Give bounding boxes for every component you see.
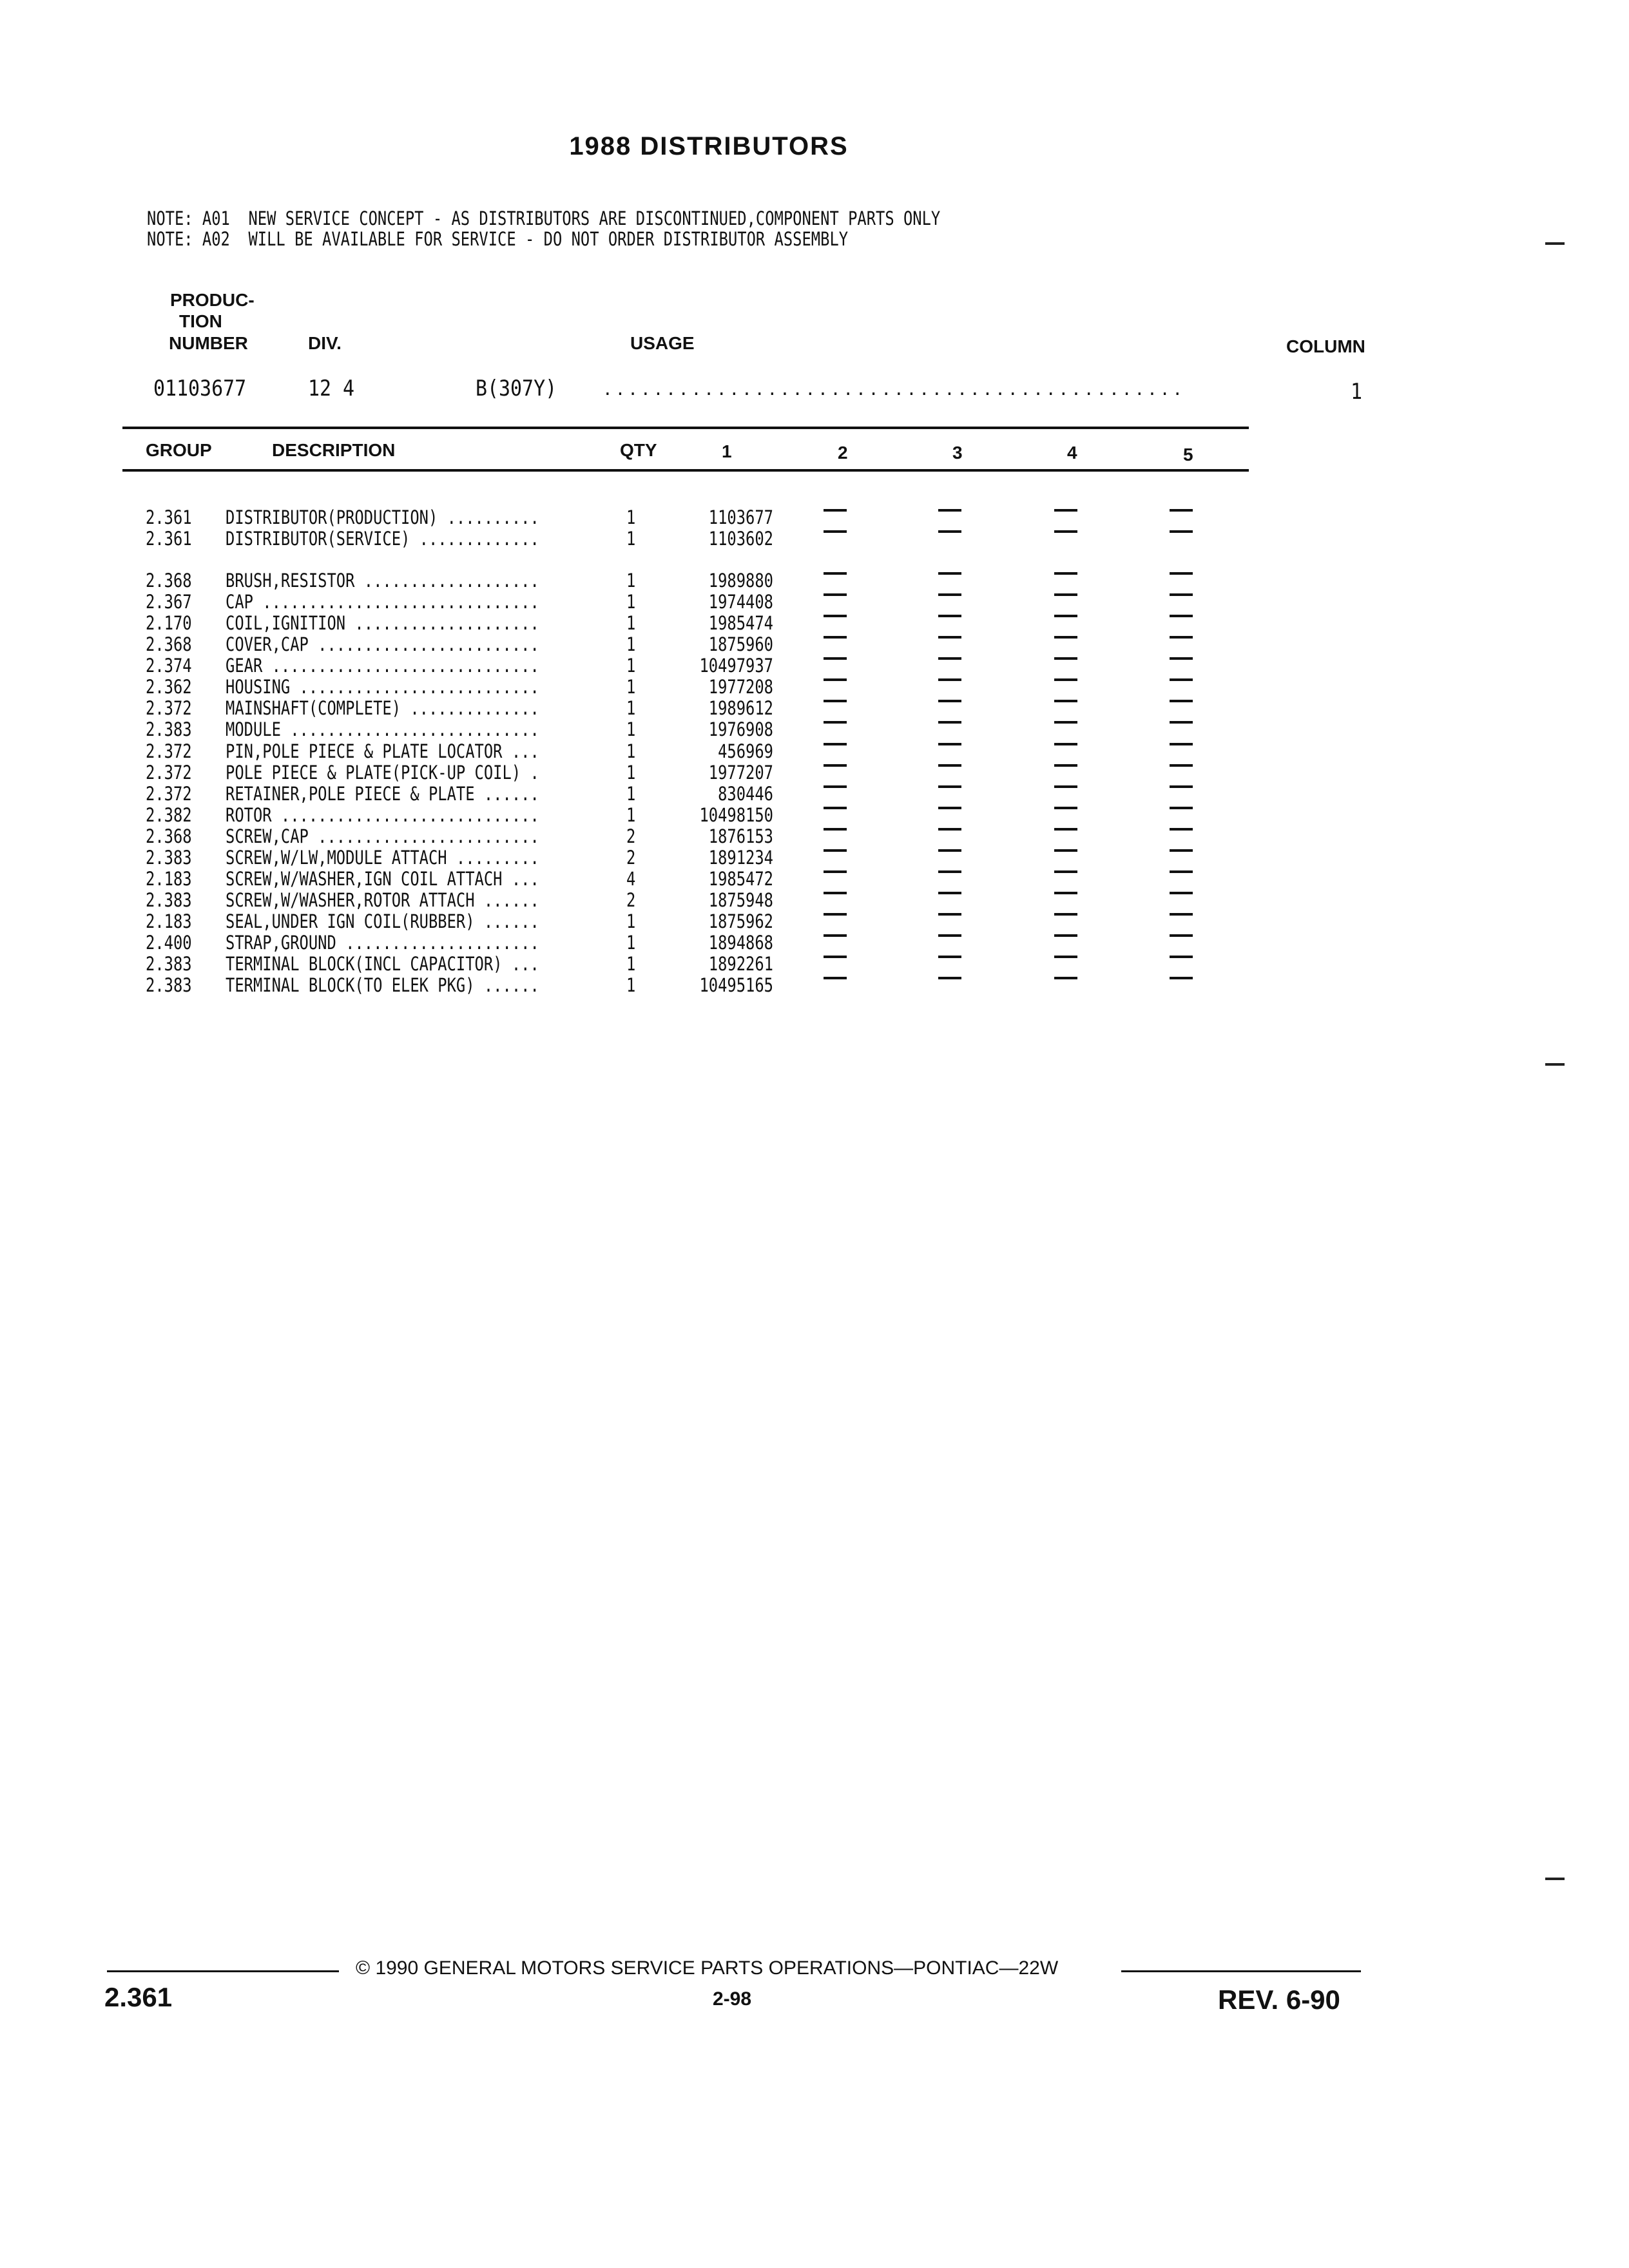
description-cell: STRAP,GROUND ..................... bbox=[226, 931, 539, 954]
empty-column-dash bbox=[1054, 956, 1077, 958]
empty-column-dash bbox=[1170, 892, 1193, 894]
description-cell: HOUSING .......................... bbox=[226, 676, 539, 698]
footer-rule-left bbox=[107, 1970, 339, 1972]
qty-cell: 1 bbox=[626, 655, 636, 677]
empty-column-dash bbox=[1170, 828, 1193, 831]
empty-column-dash bbox=[938, 743, 961, 745]
empty-column-dash bbox=[1054, 678, 1077, 681]
qty-cell: 1 bbox=[626, 974, 636, 997]
group-cell: 2.400 bbox=[146, 931, 192, 954]
empty-column-dash bbox=[824, 849, 847, 852]
group-cell: 2.367 bbox=[146, 591, 192, 613]
table-row bbox=[0, 591, 1289, 612]
col-header-1: 1 bbox=[722, 441, 732, 461]
col-header-4: 4 bbox=[1067, 443, 1077, 463]
description-cell: SCREW,CAP ........................ bbox=[226, 825, 539, 847]
empty-column-dash bbox=[824, 678, 847, 681]
empty-column-dash bbox=[1054, 657, 1077, 660]
empty-column-dash bbox=[824, 892, 847, 894]
qty-cell: 1 bbox=[626, 612, 636, 635]
footer-revision: REV. 6-90 bbox=[1218, 1984, 1340, 2015]
table-row bbox=[0, 676, 1289, 697]
part-number-cell: 1894868 bbox=[708, 931, 773, 954]
empty-column-dash bbox=[1054, 934, 1077, 937]
description-cell: PIN,POLE PIECE & PLATE LOCATOR ... bbox=[226, 740, 539, 762]
empty-column-dash bbox=[1054, 785, 1077, 788]
table-row bbox=[0, 783, 1289, 804]
part-number-cell: 1875948 bbox=[708, 889, 773, 911]
part-number-cell: 1876153 bbox=[708, 825, 773, 847]
empty-column-dash bbox=[938, 509, 961, 512]
empty-column-dash bbox=[938, 530, 961, 533]
empty-column-dash bbox=[938, 764, 961, 767]
qty-cell: 2 bbox=[626, 825, 636, 847]
table-row bbox=[0, 528, 1289, 549]
table-row bbox=[0, 506, 1289, 528]
part-number-cell: 1974408 bbox=[708, 591, 773, 613]
empty-column-dash bbox=[1054, 807, 1077, 809]
empty-column-dash bbox=[1054, 828, 1077, 831]
description-cell: MODULE ........................... bbox=[226, 718, 539, 741]
empty-column-dash bbox=[1054, 572, 1077, 575]
group-cell: 2.183 bbox=[146, 910, 192, 932]
part-number-cell: 1977208 bbox=[708, 676, 773, 698]
part-number-cell: 1977207 bbox=[708, 761, 773, 783]
col-header-3: 3 bbox=[952, 443, 963, 463]
group-cell: 2.383 bbox=[146, 718, 192, 741]
table-row bbox=[0, 932, 1289, 953]
col-header-group: GROUP bbox=[146, 440, 212, 460]
empty-column-dash bbox=[824, 743, 847, 745]
empty-column-dash bbox=[824, 530, 847, 533]
table-row bbox=[0, 570, 1289, 591]
group-cell: 2.372 bbox=[146, 782, 192, 805]
empty-column-dash bbox=[938, 934, 961, 937]
empty-column-dash bbox=[1170, 700, 1193, 702]
margin-mark bbox=[1545, 242, 1565, 245]
empty-column-dash bbox=[824, 785, 847, 788]
description-cell: GEAR ............................. bbox=[226, 655, 539, 677]
group-cell: 2.382 bbox=[146, 803, 192, 826]
part-number-cell: 456969 bbox=[718, 740, 773, 762]
empty-column-dash bbox=[824, 913, 847, 916]
description-cell: COIL,IGNITION .................... bbox=[226, 612, 539, 635]
empty-column-dash bbox=[938, 657, 961, 660]
empty-column-dash bbox=[824, 934, 847, 937]
empty-column-dash bbox=[938, 977, 961, 979]
col-header-description: DESCRIPTION bbox=[272, 440, 396, 460]
qty-cell: 1 bbox=[626, 910, 636, 932]
qty-cell: 1 bbox=[626, 803, 636, 826]
empty-column-dash bbox=[938, 593, 961, 596]
part-number-cell: 1103602 bbox=[708, 528, 773, 550]
empty-column-dash bbox=[1170, 636, 1193, 639]
empty-column-dash bbox=[1054, 892, 1077, 894]
part-number-cell: 1103677 bbox=[708, 506, 773, 528]
production-usage: B(307Y) bbox=[476, 376, 557, 401]
empty-column-dash bbox=[938, 572, 961, 575]
header-column: COLUMN bbox=[1286, 336, 1365, 356]
empty-column-dash bbox=[824, 657, 847, 660]
table-row bbox=[0, 655, 1289, 676]
table-header-rule bbox=[122, 469, 1249, 472]
empty-column-dash bbox=[1054, 764, 1077, 767]
empty-column-dash bbox=[824, 721, 847, 724]
table-row bbox=[0, 868, 1289, 889]
col-header-2: 2 bbox=[838, 443, 848, 463]
empty-column-dash bbox=[938, 615, 961, 617]
margin-mark bbox=[1545, 1063, 1565, 1066]
empty-column-dash bbox=[938, 700, 961, 702]
part-number-cell: 1989880 bbox=[708, 570, 773, 592]
empty-column-dash bbox=[1170, 764, 1193, 767]
empty-column-dash bbox=[1170, 870, 1193, 873]
table-row bbox=[0, 974, 1289, 995]
empty-column-dash bbox=[938, 892, 961, 894]
empty-column-dash bbox=[824, 509, 847, 512]
qty-cell: 1 bbox=[626, 931, 636, 954]
empty-column-dash bbox=[938, 870, 961, 873]
description-cell: COVER,CAP ........................ bbox=[226, 633, 539, 656]
part-number-cell: 1989612 bbox=[708, 697, 773, 720]
table-row bbox=[0, 889, 1289, 910]
group-cell: 2.372 bbox=[146, 740, 192, 762]
qty-cell: 1 bbox=[626, 953, 636, 975]
empty-column-dash bbox=[1170, 785, 1193, 788]
header-production-line2: TION bbox=[179, 311, 222, 331]
group-cell: 2.170 bbox=[146, 612, 192, 635]
empty-column-dash bbox=[1054, 615, 1077, 617]
qty-cell: 1 bbox=[626, 591, 636, 613]
empty-column-dash bbox=[938, 785, 961, 788]
qty-cell: 1 bbox=[626, 570, 636, 592]
part-number-cell: 10498150 bbox=[699, 803, 773, 826]
header-production-line3: NUMBER bbox=[169, 333, 248, 353]
footer-copyright: © 1990 GENERAL MOTORS SERVICE PARTS OPERATIONS—PONTIAC—22W bbox=[356, 1957, 1059, 1979]
production-column: 1 bbox=[1351, 379, 1363, 405]
description-cell: DISTRIBUTOR(PRODUCTION) .......... bbox=[226, 506, 539, 528]
production-number: 01103677 bbox=[153, 376, 247, 401]
empty-column-dash bbox=[938, 849, 961, 852]
part-number-cell: 1875962 bbox=[708, 910, 773, 932]
part-number-cell: 10497937 bbox=[699, 655, 773, 677]
header-div: DIV. bbox=[308, 333, 342, 353]
group-cell: 2.372 bbox=[146, 761, 192, 783]
group-cell: 2.368 bbox=[146, 633, 192, 656]
group-cell: 2.383 bbox=[146, 889, 192, 911]
empty-column-dash bbox=[1054, 721, 1077, 724]
empty-column-dash bbox=[1054, 636, 1077, 639]
group-cell: 2.383 bbox=[146, 974, 192, 997]
empty-column-dash bbox=[938, 913, 961, 916]
description-cell: MAINSHAFT(COMPLETE) .............. bbox=[226, 697, 539, 720]
empty-column-dash bbox=[1054, 509, 1077, 512]
qty-cell: 2 bbox=[626, 889, 636, 911]
empty-column-dash bbox=[824, 700, 847, 702]
empty-column-dash bbox=[1170, 743, 1193, 745]
empty-column-dash bbox=[824, 977, 847, 979]
qty-cell: 4 bbox=[626, 867, 636, 890]
qty-cell: 1 bbox=[626, 740, 636, 762]
group-cell: 2.361 bbox=[146, 506, 192, 528]
group-cell: 2.374 bbox=[146, 655, 192, 677]
note-a01: NOTE: A01 NEW SERVICE CONCEPT - AS DISTRIBUTORS ARE DISCONTINUED,COMPONENT PARTS ONLY bbox=[147, 207, 941, 229]
empty-column-dash bbox=[1170, 807, 1193, 809]
empty-column-dash bbox=[1170, 509, 1193, 512]
table-row bbox=[0, 825, 1289, 847]
table-row bbox=[0, 804, 1289, 825]
empty-column-dash bbox=[1170, 572, 1193, 575]
description-cell: CAP .............................. bbox=[226, 591, 539, 613]
part-number-cell: 1985472 bbox=[708, 867, 773, 890]
table-row bbox=[0, 718, 1289, 740]
empty-column-dash bbox=[1170, 913, 1193, 916]
part-number-cell: 830446 bbox=[718, 782, 773, 805]
part-number-cell: 1875960 bbox=[708, 633, 773, 656]
group-cell: 2.372 bbox=[146, 697, 192, 720]
empty-column-dash bbox=[1170, 956, 1193, 958]
qty-cell: 1 bbox=[626, 633, 636, 656]
part-number-cell: 1976908 bbox=[708, 718, 773, 741]
description-cell: DISTRIBUTOR(SERVICE) ............. bbox=[226, 528, 539, 550]
note-a02: NOTE: A02 WILL BE AVAILABLE FOR SERVICE - DO NOT ORDER DISTRIBUTOR ASSEMBLY bbox=[147, 228, 849, 250]
empty-column-dash bbox=[1170, 530, 1193, 533]
qty-cell: 2 bbox=[626, 846, 636, 869]
qty-cell: 1 bbox=[626, 506, 636, 528]
header-production-line1: PRODUC- bbox=[170, 290, 255, 310]
group-cell: 2.383 bbox=[146, 953, 192, 975]
empty-column-dash bbox=[824, 615, 847, 617]
group-cell: 2.361 bbox=[146, 528, 192, 550]
empty-column-dash bbox=[938, 956, 961, 958]
part-number-cell: 10495165 bbox=[699, 974, 773, 997]
table-row bbox=[0, 847, 1289, 868]
description-cell: POLE PIECE & PLATE(PICK-UP COIL) . bbox=[226, 761, 539, 783]
group-cell: 2.362 bbox=[146, 676, 192, 698]
empty-column-dash bbox=[824, 956, 847, 958]
empty-column-dash bbox=[1054, 849, 1077, 852]
empty-column-dash bbox=[1170, 849, 1193, 852]
empty-column-dash bbox=[1054, 977, 1077, 979]
description-cell: ROTOR ............................ bbox=[226, 803, 539, 826]
table-row bbox=[0, 612, 1289, 633]
group-cell: 2.368 bbox=[146, 570, 192, 592]
production-leader-dots: .............................................. bbox=[602, 380, 1186, 399]
empty-column-dash bbox=[824, 828, 847, 831]
col-header-5: 5 bbox=[1183, 445, 1193, 465]
page-title: 1988 DISTRIBUTORS bbox=[569, 132, 849, 160]
empty-column-dash bbox=[1170, 977, 1193, 979]
empty-column-dash bbox=[938, 636, 961, 639]
empty-column-dash bbox=[824, 572, 847, 575]
empty-column-dash bbox=[1170, 615, 1193, 617]
empty-column-dash bbox=[824, 870, 847, 873]
table-row bbox=[0, 762, 1289, 783]
group-cell: 2.183 bbox=[146, 867, 192, 890]
part-number-cell: 1892261 bbox=[708, 953, 773, 975]
table-row bbox=[0, 910, 1289, 932]
footer-rule-right bbox=[1121, 1970, 1361, 1972]
table-row bbox=[0, 953, 1289, 974]
qty-cell: 1 bbox=[626, 718, 636, 741]
description-cell: TERMINAL BLOCK(TO ELEK PKG) ...... bbox=[226, 974, 539, 997]
empty-column-dash bbox=[1170, 657, 1193, 660]
production-div: 12 4 bbox=[308, 376, 355, 401]
empty-column-dash bbox=[1170, 678, 1193, 681]
qty-cell: 1 bbox=[626, 761, 636, 783]
empty-column-dash bbox=[824, 636, 847, 639]
description-cell: SCREW,W/LW,MODULE ATTACH ......... bbox=[226, 846, 539, 869]
empty-column-dash bbox=[824, 593, 847, 596]
empty-column-dash bbox=[1054, 530, 1077, 533]
group-cell: 2.368 bbox=[146, 825, 192, 847]
empty-column-dash bbox=[938, 721, 961, 724]
description-cell: SCREW,W/WASHER,IGN COIL ATTACH ... bbox=[226, 867, 539, 890]
description-cell: BRUSH,RESISTOR ................... bbox=[226, 570, 539, 592]
table-top-rule bbox=[122, 427, 1249, 429]
empty-column-dash bbox=[1054, 700, 1077, 702]
empty-column-dash bbox=[938, 807, 961, 809]
empty-column-dash bbox=[938, 828, 961, 831]
footer-page-number: 2-98 bbox=[713, 1988, 752, 2010]
footer-section-number: 2.361 bbox=[104, 1982, 173, 2012]
description-cell: SEAL,UNDER IGN COIL(RUBBER) ...... bbox=[226, 910, 539, 932]
empty-column-dash bbox=[1054, 593, 1077, 596]
table-row bbox=[0, 633, 1289, 655]
empty-column-dash bbox=[938, 678, 961, 681]
part-number-cell: 1891234 bbox=[708, 846, 773, 869]
qty-cell: 1 bbox=[626, 697, 636, 720]
empty-column-dash bbox=[1054, 870, 1077, 873]
qty-cell: 1 bbox=[626, 528, 636, 550]
part-number-cell: 1985474 bbox=[708, 612, 773, 635]
header-usage: USAGE bbox=[630, 333, 695, 353]
empty-column-dash bbox=[1170, 593, 1193, 596]
qty-cell: 1 bbox=[626, 676, 636, 698]
empty-column-dash bbox=[824, 807, 847, 809]
empty-column-dash bbox=[824, 764, 847, 767]
description-cell: TERMINAL BLOCK(INCL CAPACITOR) ... bbox=[226, 953, 539, 975]
margin-mark bbox=[1545, 1878, 1565, 1880]
table-row bbox=[0, 740, 1289, 762]
description-cell: SCREW,W/WASHER,ROTOR ATTACH ...... bbox=[226, 889, 539, 911]
group-cell: 2.383 bbox=[146, 846, 192, 869]
empty-column-dash bbox=[1170, 721, 1193, 724]
empty-column-dash bbox=[1170, 934, 1193, 937]
col-header-qty: QTY bbox=[620, 440, 657, 460]
description-cell: RETAINER,POLE PIECE & PLATE ...... bbox=[226, 782, 539, 805]
qty-cell: 1 bbox=[626, 782, 636, 805]
table-row bbox=[0, 697, 1289, 718]
empty-column-dash bbox=[1054, 913, 1077, 916]
empty-column-dash bbox=[1054, 743, 1077, 745]
